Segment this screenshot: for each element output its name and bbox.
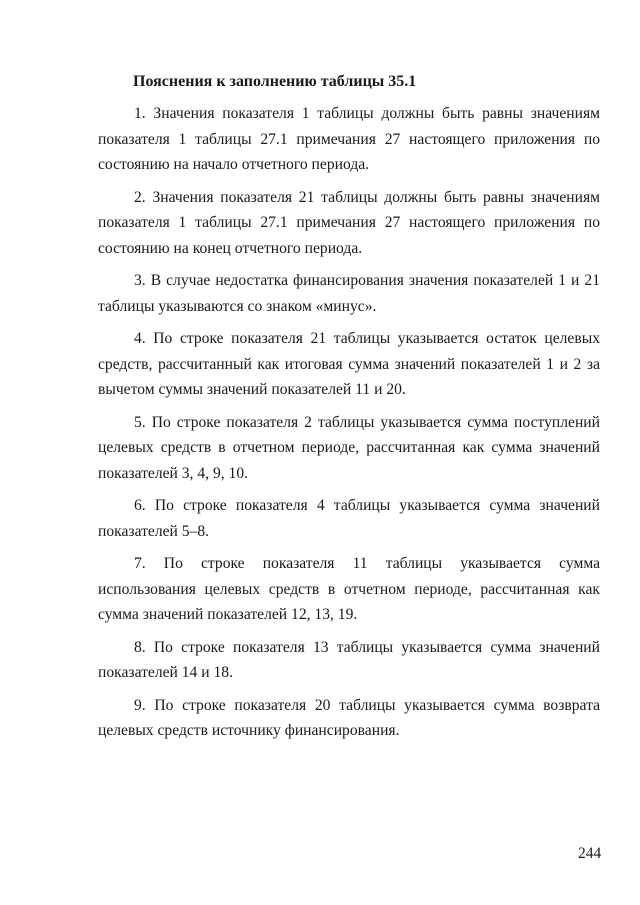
explanation-item-5: 5. По строке показателя 2 таблицы указывается сумма поступлений целевых средств в отчетном периоде, рассчитанная как сумма значений показателей 3, 4, 9, 10. [98, 413, 600, 482]
section-heading: Пояснения к заполнению таблицы 35.1 [133, 73, 417, 90]
explanation-item-2: 2. Значения показателя 21 таблицы должны быть равны значениям показателя 1 таблицы 27.1 примечания 27 настоящего приложения по состоянию на конец отчетного периода. [98, 188, 600, 257]
explanations-list [98, 101, 600, 751]
explanation-item-7: 7. По строке показателя 11 таблицы указывается сумма использования целевых средств в отчетном периоде, рассчитанная как сумма значений показателей 12, 13, 19. [98, 555, 600, 623]
explanation-item-3: 3. В случае недостатка финансирования значения показателей 1 и 21 таблицы указываются со знаком «минус». [98, 272, 600, 315]
page-number: 244 [578, 845, 602, 862]
explanation-item-9: 9. По строке показателя 20 таблицы указывается сумма возврата целевых средств источнику финансирования. [98, 696, 600, 739]
explanation-item-6: 6. По строке показателя 4 таблицы указывается сумма значений показателей 5–8. [98, 497, 600, 540]
explanation-item-8: 8. По строке показателя 13 таблицы указывается сумма значений показателей 14 и 18. [98, 638, 600, 681]
explanation-item-1: 1. Значения показателя 1 таблицы должны быть равны значениям показателя 1 таблицы 27.1 примечания 27 настоящего приложения по состоянию на начало отчетного периода. [98, 105, 600, 173]
explanation-item-4: 4. По строке показателя 21 таблицы указывается остаток целевых средств, рассчитанный как итоговая сумма значений показателей 1 и 2 за вычетом суммы значений показателей 11 и 20. [98, 330, 600, 398]
